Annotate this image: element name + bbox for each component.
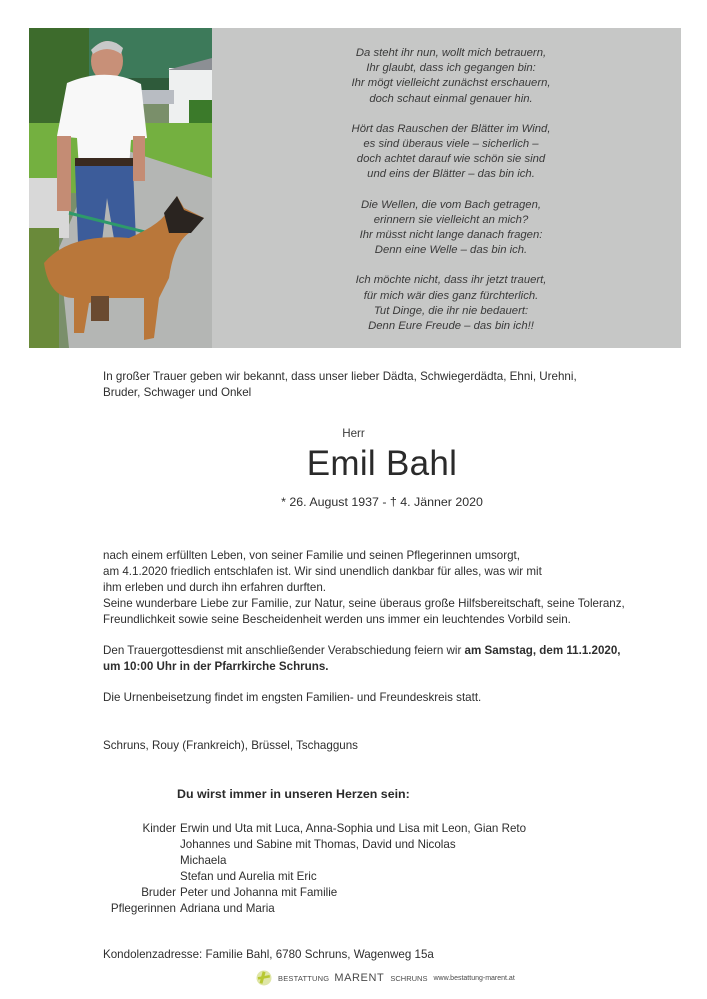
footer-company-name: MARENT — [334, 972, 385, 984]
family-row — [103, 901, 526, 917]
intro-line: Bruder, Schwager und Onkel — [103, 386, 252, 399]
family-label: Bruder — [141, 886, 176, 899]
obituary-body — [103, 548, 625, 628]
poem-line: Tut Dinge, die ihr nie bedauert: — [373, 304, 529, 317]
portrait-photo — [29, 28, 212, 348]
life-dates: * 26. August 1937 - † 4. Jänner 2020 — [281, 495, 483, 509]
body-line: Freundlichkeit sowie seine Bescheidenheit werden uns immer ein leuchtendes Vorbild sein. — [103, 613, 571, 626]
family-row — [103, 853, 526, 869]
intro-line: In großer Trauer geben wir bekannt, dass unser lieber Dädta, Schwiegerdädta, Ehni, Urehni, — [103, 370, 577, 383]
poem-line: es sind überaus viele – sicherlich – — [363, 138, 539, 151]
poem — [251, 46, 651, 349]
body-line: Seine wunderbare Liebe zur Familie, zur Natur, seine überaus große Hilfsbereitschaft, seine Toleranz, — [103, 597, 625, 610]
family-value: Adriana und Maria — [180, 902, 275, 915]
poem-line: doch achtet darauf wie schön sie sind — [356, 153, 546, 166]
poem-line: Hört das Rauschen der Blätter im Wind, — [351, 122, 551, 135]
honorific: Herr — [342, 427, 365, 440]
family-value: Johannes und Sabine mit Thomas, David und Nicolas — [180, 838, 456, 851]
poem-line: Die Wellen, die vom Bach getragen, — [360, 198, 541, 211]
announcement-intro — [103, 369, 577, 401]
poem-line: Da steht ihr nun, wollt mich betrauern, — [355, 47, 547, 59]
family-label — [103, 869, 180, 885]
poem-line: Ihr müsst nicht lange danach fragen: — [359, 229, 543, 242]
footer-website-link[interactable]: www.bestattung-marent.at — [433, 974, 515, 982]
family-row — [103, 837, 526, 853]
poem-line: Denn eine Welle – das bin ich. — [374, 244, 528, 257]
family-row — [103, 885, 526, 901]
family-label: Kinder — [142, 822, 176, 835]
service-time-place: um 10:00 Uhr in der Pfarrkirche Schruns. — [103, 660, 329, 673]
service-info — [103, 643, 621, 675]
family-value: Stefan und Aurelia mit Eric — [180, 870, 317, 883]
body-line: ihm erleben und durch ihn erfahren durften. — [103, 581, 326, 594]
body-line: am 4.1.2020 friedlich entschlafen ist. Wir sind unendlich dankbar für alles, was wir mit — [103, 565, 542, 578]
poem-stanza — [251, 273, 651, 334]
family-label: Pflegerinnen — [110, 902, 176, 915]
poem-stanza — [251, 122, 651, 183]
urn-burial-info: Die Urnenbeisetzung findet im engsten Familien- und Freundeskreis statt. — [103, 691, 482, 704]
poem-line: Ihr glaubt, dass ich gegangen bin: — [366, 62, 536, 75]
family-list — [103, 821, 526, 917]
poem-line: doch schaut einmal genauer hin. — [369, 92, 533, 105]
service-date: am Samstag, dem 11.1.2020, — [464, 644, 621, 657]
family-value: Erwin und Uta mit Luca, Anna-Sophia und Lisa mit Leon, Gian Reto — [180, 822, 527, 835]
poem-stanza — [251, 46, 651, 107]
heart-line: Du wirst immer in unseren Herzen sein: — [177, 787, 410, 801]
family-places: Schruns, Rouy (Frankreich), Brüssel, Tschagguns — [103, 739, 358, 752]
poem-line: Denn Eure Freude – das bin ich!! — [368, 320, 534, 333]
footer-company-label: BESTATTUNG — [278, 973, 330, 983]
poem-line: für mich wär dies ganz fürchterlich. — [363, 289, 539, 302]
deceased-name: Emil Bahl — [306, 444, 458, 483]
poem-line: erinnern sie vielleicht an mich? — [373, 213, 529, 226]
funeral-home-logo-icon — [256, 970, 272, 986]
poem-line: und eins der Blätter – das bin ich. — [367, 168, 535, 181]
header-banner — [29, 28, 681, 348]
poem-line: Ihr mögt vielleicht zunächst erschauern, — [351, 77, 551, 90]
family-value: Michaela — [180, 854, 227, 867]
family-value: Peter und Johanna mit Familie — [180, 886, 338, 899]
poem-stanza — [251, 198, 651, 259]
poem-line: Ich möchte nicht, dass ihr jetzt trauert, — [355, 274, 547, 287]
funeral-home-footer — [256, 970, 515, 986]
body-line: nach einem erfüllten Leben, von seiner Familie und seinen Pflegerinnen umsorgt, — [103, 549, 520, 562]
family-row — [103, 869, 526, 885]
family-label — [103, 837, 180, 853]
family-row — [103, 821, 526, 837]
family-label — [103, 853, 180, 869]
footer-town: SCHRUNS — [390, 973, 428, 983]
photo-man-with-dog — [29, 28, 212, 348]
service-text: Den Trauergottesdienst mit anschließender Verabschiedung feiern wir — [103, 644, 465, 657]
condolence-address: Kondolenzadresse: Familie Bahl, 6780 Schruns, Wagenweg 15a — [103, 948, 434, 961]
